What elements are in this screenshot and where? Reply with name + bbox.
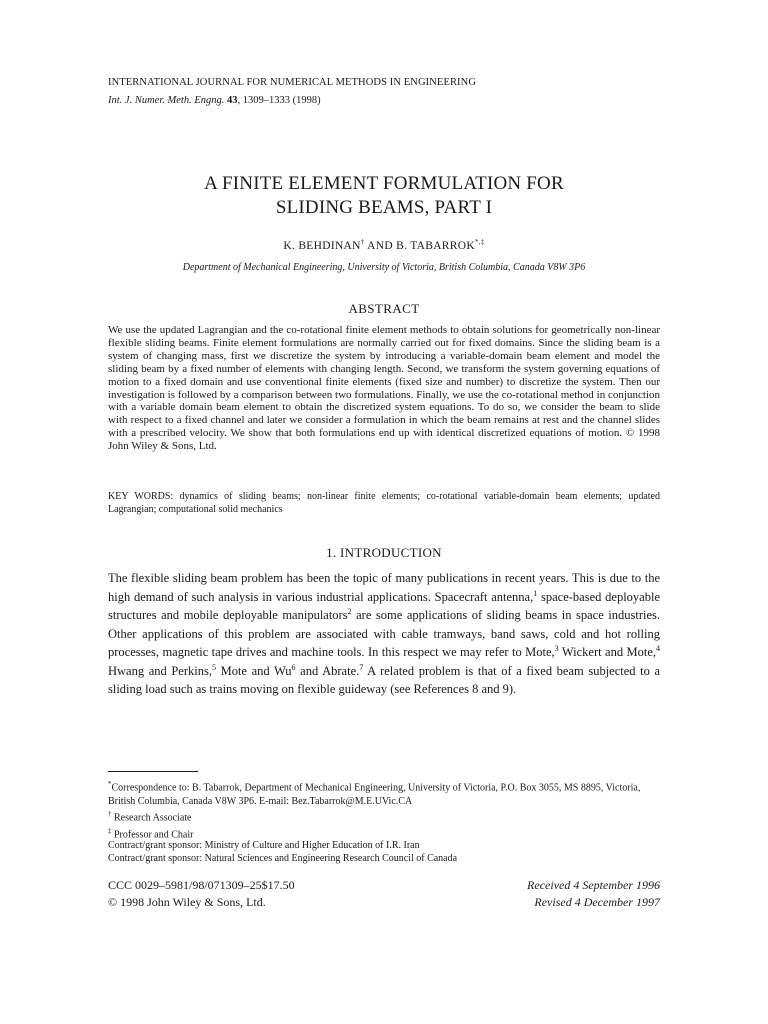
- ccc-code: CCC 0029–5981/98/071309–25$17.50: [108, 878, 295, 892]
- abstract-heading: ABSTRACT: [348, 301, 420, 316]
- citation-volume: 43: [226, 95, 238, 106]
- footnotes: [108, 778, 660, 841]
- author-1: K. BEHDINAN: [283, 239, 361, 252]
- intro-text-8: A related problem is that of a fixed beam subjected to a sliding load such as trains moving on flexible guideway (see References 8 and 9).: [108, 663, 661, 696]
- intro-text-2: space-based deployable structures and mobile deployable manipulators: [108, 589, 660, 622]
- introduction-paragraph: [108, 569, 660, 699]
- publication-info: [108, 877, 408, 911]
- reference-marker: 4: [656, 643, 660, 653]
- keywords: [108, 491, 660, 516]
- reference-marker: 6: [291, 662, 296, 672]
- reference-marker: 2: [347, 606, 352, 616]
- footnote-text: Correspondence to: B. Tabarrok, Department of Mechanical Engineering, University of Victoria, P.O. Box 3055, MS 8895, Victoria, British Columbia, Canada V8W 3P6. E-mail: Bez.Tabarrok@M.E.UVic.CA: [108, 782, 641, 807]
- footnote-text: Professor and Chair: [111, 828, 194, 840]
- author-1-mark: †: [360, 238, 365, 246]
- citation-abbrev: Int. J. Numer. Meth. Engng.: [108, 95, 225, 106]
- footnote-correspondence: [108, 778, 660, 808]
- citation-line: [108, 95, 660, 106]
- grant-sponsor-line: Contract/grant sponsor: Natural Sciences and Engineering Research Council of Canada: [108, 853, 458, 865]
- footnote-divider: [108, 771, 198, 772]
- journal-name: INTERNATIONAL JOURNAL FOR NUMERICAL METHODS IN ENGINEERING: [108, 77, 477, 88]
- abstract-text: We use the updated Lagrangian and the co-rotational finite element methods to obtain solutions for geometrically non-linear flexible sliding beams. Finite element formulations are normally carried out for fixed domains. Since the sliding beam is a system of changing mass, first we discretize the system by introducing a variable-domain beam element and model the sliding beam by a fixed number of elements with changing length. Second, we transform the system governing equations of motion to a fixed domain and use conventional finite elements (fixed size and number) to discretize the system. Then our investigation is followed by a comparison between two formulations. Finally, we use the co-rotational method in conjunction with a variable domain beam element to obtain the discretized system equations. To do so, we consider the beam to slide with respect to a fixed channel and later we consider a formulation in which the beam remains at rest and the channel slides with a prescribed velocity. We show that both formulations end up with identical discretized equations of motion. © 1998 John Wiley & Sons, Ltd.: [108, 324, 660, 453]
- paper-title: [108, 172, 660, 220]
- keywords-text: dynamics of sliding beams; non-linear finite elements; co-rotational variable-domain beam elements; updated Lagrangian; computational solid mechanics: [108, 491, 660, 515]
- footnote-mark: †: [108, 809, 112, 818]
- intro-text-5: Hwang and Perkins,: [108, 663, 212, 678]
- footnote-research-associate: [108, 808, 660, 825]
- citation-pages: , 1309–1333 (1998): [237, 95, 321, 106]
- grant-sponsors: [108, 839, 660, 866]
- footnote-mark: ‡: [108, 826, 112, 835]
- author-joiner: AND: [364, 239, 397, 252]
- paper-page: [108, 0, 660, 1024]
- author-2: B. TABARROK: [396, 239, 475, 252]
- grant-sponsor-line: Contract/grant sponsor: Ministry of Culture and Higher Education of I.R. Iran: [108, 840, 420, 851]
- reference-marker: 5: [211, 662, 216, 672]
- revised-date: Revised 4 December 1997: [534, 895, 660, 909]
- keywords-label: KEY WORDS:: [108, 491, 174, 502]
- intro-text-6: Mote and Wu: [215, 663, 292, 678]
- reference-marker: 3: [554, 643, 559, 653]
- footnote-mark: *: [108, 780, 112, 788]
- intro-text-7: and Abrate.: [295, 663, 360, 678]
- submission-dates: [410, 877, 660, 911]
- section-heading-introduction: 1. INTRODUCTION: [326, 545, 442, 560]
- reference-marker: 1: [533, 588, 538, 598]
- copyright: © 1998 John Wiley & Sons, Ltd.: [108, 895, 266, 909]
- title-line-2: SLIDING BEAMS, PART I: [275, 197, 493, 218]
- title-line-1: A FINITE ELEMENT FORMULATION FOR: [204, 173, 564, 194]
- intro-text-3: are some applications of sliding beams in space industries. Other applications of this problem are associated with cable tramways, band saws, cold and hot rolling processes, magnetic tape drives and machine tools. In this respect we may refer to Mote,: [108, 608, 661, 659]
- received-date: Received 4 September 1996: [527, 878, 660, 892]
- author-2-mark: *,‡: [474, 238, 485, 246]
- reference-marker: 7: [359, 662, 364, 672]
- intro-text-1: The flexible sliding beam problem has been the topic of many publications in recent years. This is due to the high demand of such analysis in various industrial applications. Spacecraft antenna,: [108, 571, 660, 604]
- intro-text-4: Wickert and Mote,: [558, 645, 656, 659]
- footnote-text: Research Associate: [111, 812, 192, 824]
- author-list: [108, 238, 660, 252]
- affiliation: Department of Mechanical Engineering, University of Victoria, British Columbia, Canada V8W 3P6: [182, 262, 586, 273]
